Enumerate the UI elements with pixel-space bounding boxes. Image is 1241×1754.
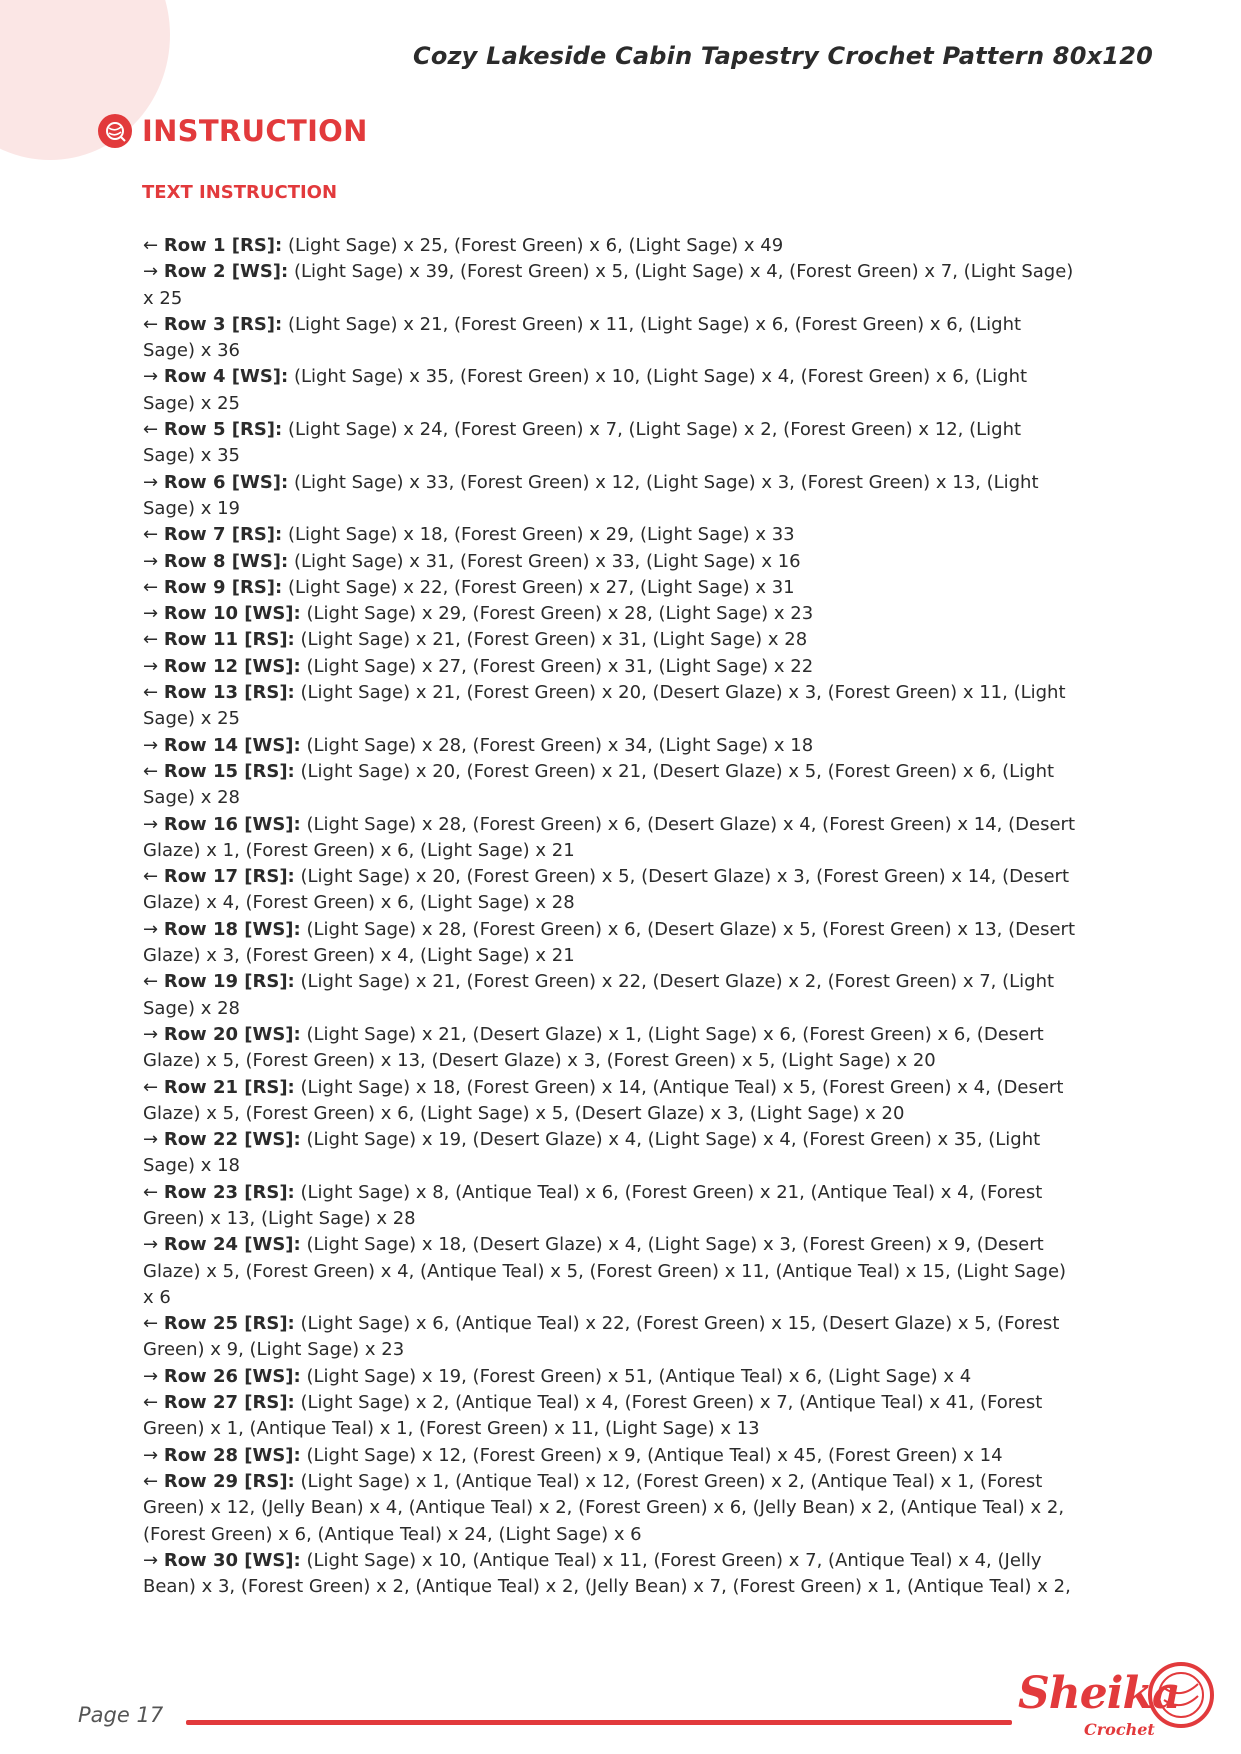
row-instruction bbox=[143, 259, 1078, 312]
row-instruction bbox=[143, 522, 1078, 548]
row-instruction bbox=[143, 969, 1078, 1022]
row-colors: (Light Sage) x 21, (Forest Green) x 31, (Light Sage) x 28 bbox=[294, 629, 808, 651]
arrow-right-icon: → bbox=[143, 918, 159, 940]
arrow-left-icon: ← bbox=[143, 419, 159, 441]
row-label: Row 1 [RS]: bbox=[163, 235, 283, 256]
arrow-left-icon: ← bbox=[143, 524, 159, 546]
arrow-left-icon: ← bbox=[143, 760, 159, 782]
row-instruction bbox=[143, 917, 1078, 970]
row-label: Row 23 [RS]: bbox=[163, 1181, 295, 1203]
row-label: Row 30 [WS]: bbox=[163, 1549, 301, 1571]
row-label: Row 17 [RS]: bbox=[163, 866, 295, 888]
yarn-badge-icon bbox=[1146, 1660, 1216, 1730]
arrow-left-icon: ← bbox=[143, 971, 159, 993]
arrow-right-icon: → bbox=[143, 1549, 159, 1571]
row-instruction bbox=[143, 1232, 1078, 1311]
arrow-right-icon: → bbox=[143, 1129, 159, 1151]
row-label: Row 18 [WS]: bbox=[163, 918, 301, 940]
row-instructions bbox=[143, 233, 1078, 1600]
row-label: Row 5 [RS]: bbox=[163, 419, 283, 441]
row-instruction bbox=[143, 601, 1078, 627]
row-instruction bbox=[143, 654, 1078, 680]
row-instruction bbox=[143, 1075, 1078, 1128]
arrow-left-icon: ← bbox=[143, 1470, 159, 1492]
arrow-left-icon: ← bbox=[143, 313, 159, 335]
row-colors: (Light Sage) x 21, (Forest Green) x 22, (Desert Glaze) x 2, (Forest Green) x 7, (Light Sage) x 28 bbox=[143, 971, 1055, 1019]
row-colors: (Light Sage) x 29, (Forest Green) x 28, (Light Sage) x 23 bbox=[300, 603, 814, 625]
row-instruction bbox=[143, 1548, 1078, 1601]
row-colors: (Light Sage) x 18, (Forest Green) x 14, (Antique Teal) x 5, (Forest Green) x 4, (Desert Glaze) x 5, (Forest Green) x 6, (Light Sage) x 5, (Desert Glaze) x 3, (Light Sage) x 20 bbox=[143, 1076, 1064, 1124]
row-colors: (Light Sage) x 20, (Forest Green) x 21, (Desert Glaze) x 5, (Forest Green) x 6, (Light Sage) x 28 bbox=[143, 760, 1055, 809]
row-instruction bbox=[143, 680, 1078, 733]
row-label: Row 13 [RS]: bbox=[163, 682, 295, 704]
arrow-left-icon: ← bbox=[143, 629, 159, 651]
row-colors: (Light Sage) x 21, (Forest Green) x 20, (Desert Glaze) x 3, (Forest Green) x 11, (Light Sage) x 25 bbox=[143, 682, 1066, 730]
row-colors: (Light Sage) x 25, (Forest Green) x 6, (Light Sage) x 49 bbox=[282, 235, 784, 256]
row-label: Row 20 [WS]: bbox=[163, 1023, 301, 1045]
yarn-ball-icon bbox=[98, 114, 132, 148]
row-colors: (Light Sage) x 35, (Forest Green) x 10, (Light Sage) x 4, (Forest Green) x 6, (Light Sage) x 25 bbox=[143, 366, 1028, 414]
row-label: Row 15 [RS]: bbox=[163, 760, 295, 782]
row-instruction bbox=[143, 1469, 1078, 1548]
arrow-right-icon: → bbox=[143, 1234, 159, 1256]
row-colors: (Light Sage) x 10, (Antique Teal) x 11, (Forest Green) x 7, (Antique Teal) x 4, (Jelly Bean) x 3, (Forest Green) x 2, (Antique Teal) x 2, (Jelly Bean) x 7, (Forest Green) x 1, (Antique Teal) x 2, bbox=[143, 1549, 1071, 1598]
row-label: Row 21 [RS]: bbox=[163, 1076, 295, 1098]
row-label: Row 7 [RS]: bbox=[163, 524, 283, 546]
arrow-right-icon: → bbox=[143, 261, 159, 283]
row-instruction bbox=[143, 733, 1078, 759]
row-colors: (Light Sage) x 2, (Antique Teal) x 4, (Forest Green) x 7, (Antique Teal) x 41, (Forest Green) x 1, (Antique Teal) x 1, (Forest Green) x 11, (Light Sage) x 13 bbox=[143, 1392, 1043, 1440]
row-label: Row 2 [WS]: bbox=[163, 261, 289, 283]
row-colors: (Light Sage) x 12, (Forest Green) x 9, (Antique Teal) x 45, (Forest Green) x 14 bbox=[300, 1444, 1003, 1466]
row-colors: (Light Sage) x 19, (Forest Green) x 51, (Antique Teal) x 6, (Light Sage) x 4 bbox=[300, 1365, 972, 1387]
arrow-right-icon: → bbox=[143, 366, 159, 388]
section-title: INSTRUCTION bbox=[142, 114, 368, 148]
row-colors: (Light Sage) x 21, (Desert Glaze) x 1, (Light Sage) x 6, (Forest Green) x 6, (Desert Glaze) x 5, (Forest Green) x 13, (Desert Glaze) x 3, (Forest Green) x 5, (Light Sage) x 20 bbox=[143, 1023, 1044, 1072]
row-instruction bbox=[143, 1311, 1078, 1364]
row-colors: (Light Sage) x 21, (Forest Green) x 11, (Light Sage) x 6, (Forest Green) x 6, (Light Sage) x 36 bbox=[143, 313, 1022, 362]
row-colors: (Light Sage) x 22, (Forest Green) x 27, (Light Sage) x 31 bbox=[282, 576, 795, 598]
row-colors: (Light Sage) x 19, (Desert Glaze) x 4, (Light Sage) x 4, (Forest Green) x 35, (Light Sage) x 18 bbox=[143, 1129, 1041, 1177]
row-label: Row 25 [RS]: bbox=[163, 1313, 295, 1335]
row-instruction bbox=[143, 1022, 1078, 1075]
row-label: Row 24 [WS]: bbox=[163, 1234, 301, 1256]
row-instruction bbox=[143, 864, 1078, 917]
row-label: Row 9 [RS]: bbox=[163, 576, 283, 598]
row-label: Row 26 [WS]: bbox=[163, 1365, 301, 1387]
row-instruction bbox=[143, 1127, 1078, 1180]
row-instruction bbox=[143, 1443, 1078, 1469]
row-label: Row 6 [WS]: bbox=[163, 471, 289, 493]
row-label: Row 29 [RS]: bbox=[163, 1470, 295, 1492]
row-label: Row 3 [RS]: bbox=[163, 313, 283, 335]
row-instruction bbox=[143, 233, 1078, 259]
row-instruction bbox=[143, 575, 1078, 601]
arrow-right-icon: → bbox=[143, 1365, 159, 1387]
arrow-right-icon: → bbox=[143, 1023, 159, 1045]
row-colors: (Light Sage) x 18, (Forest Green) x 29, (Light Sage) x 33 bbox=[282, 524, 795, 546]
arrow-right-icon: → bbox=[143, 550, 159, 572]
row-instruction bbox=[143, 364, 1078, 417]
brand-logo bbox=[1018, 1660, 1223, 1744]
section-header bbox=[98, 114, 368, 148]
row-instruction bbox=[143, 312, 1078, 365]
row-label: Row 22 [WS]: bbox=[163, 1129, 301, 1151]
arrow-left-icon: ← bbox=[143, 1392, 159, 1414]
row-colors: (Light Sage) x 18, (Desert Glaze) x 4, (Light Sage) x 3, (Forest Green) x 9, (Desert Glaze) x 5, (Forest Green) x 4, (Antique Teal) x 5, (Forest Green) x 11, (Antique Teal) x 15, (Light Sage) x 6 bbox=[143, 1234, 1067, 1308]
row-instruction bbox=[143, 417, 1078, 470]
row-instruction bbox=[143, 1390, 1078, 1443]
row-label: Row 12 [WS]: bbox=[163, 655, 301, 677]
row-colors: (Light Sage) x 31, (Forest Green) x 33, (Light Sage) x 16 bbox=[288, 550, 801, 572]
row-colors: (Light Sage) x 20, (Forest Green) x 5, (Desert Glaze) x 3, (Forest Green) x 14, (Desert Glaze) x 4, (Forest Green) x 6, (Light Sage) x 28 bbox=[143, 866, 1069, 914]
page-number: Page 17 bbox=[78, 1703, 164, 1727]
row-instruction bbox=[143, 549, 1078, 575]
arrow-left-icon: ← bbox=[143, 1181, 159, 1203]
arrow-right-icon: → bbox=[143, 1444, 159, 1466]
arrow-left-icon: ← bbox=[143, 1076, 159, 1098]
row-colors: (Light Sage) x 27, (Forest Green) x 31, (Light Sage) x 22 bbox=[300, 655, 814, 677]
arrow-right-icon: → bbox=[143, 603, 159, 625]
arrow-left-icon: ← bbox=[143, 235, 159, 256]
row-label: Row 11 [RS]: bbox=[163, 629, 295, 651]
row-colors: (Light Sage) x 33, (Forest Green) x 12, (Light Sage) x 3, (Forest Green) x 13, (Light Sage) x 19 bbox=[143, 471, 1039, 519]
row-colors: (Light Sage) x 28, (Forest Green) x 34, (Light Sage) x 18 bbox=[300, 734, 814, 756]
subsection-title: TEXT INSTRUCTION bbox=[142, 182, 338, 203]
row-instruction bbox=[143, 1180, 1078, 1233]
row-instruction bbox=[143, 1364, 1078, 1390]
row-instruction bbox=[143, 759, 1078, 812]
row-colors: (Light Sage) x 28, (Forest Green) x 6, (Desert Glaze) x 4, (Forest Green) x 14, (Desert Glaze) x 1, (Forest Green) x 6, (Light Sage) x 21 bbox=[143, 813, 1075, 861]
footer-divider bbox=[186, 1720, 1012, 1725]
row-colors: (Light Sage) x 39, (Forest Green) x 5, (Light Sage) x 4, (Forest Green) x 7, (Light Sage) x 25 bbox=[143, 261, 1074, 309]
arrow-left-icon: ← bbox=[143, 682, 159, 704]
row-label: Row 16 [WS]: bbox=[163, 813, 301, 835]
document-title: Cozy Lakeside Cabin Tapestry Crochet Pattern 80x120 bbox=[413, 42, 1153, 70]
arrow-right-icon: → bbox=[143, 734, 159, 756]
row-label: Row 27 [RS]: bbox=[163, 1392, 295, 1414]
row-label: Row 4 [WS]: bbox=[163, 366, 289, 388]
row-colors: (Light Sage) x 1, (Antique Teal) x 12, (Forest Green) x 2, (Antique Teal) x 1, (Forest Green) x 12, (Jelly Bean) x 4, (Antique Teal) x 2, (Forest Green) x 6, (Jelly Bean) x 2, (Antique Teal) x 2, (Forest Green) x 6, (Antique Teal) x 24, (Light Sage) x 6 bbox=[143, 1470, 1065, 1545]
arrow-left-icon: ← bbox=[143, 1313, 159, 1335]
row-instruction bbox=[143, 470, 1078, 523]
row-colors: (Light Sage) x 8, (Antique Teal) x 6, (Forest Green) x 21, (Antique Teal) x 4, (Forest Green) x 13, (Light Sage) x 28 bbox=[143, 1181, 1043, 1229]
row-instruction bbox=[143, 812, 1078, 865]
brand-tagline: Crochet bbox=[1084, 1720, 1155, 1739]
arrow-left-icon: ← bbox=[143, 866, 159, 888]
arrow-left-icon: ← bbox=[143, 576, 159, 598]
row-colors: (Light Sage) x 24, (Forest Green) x 7, (Light Sage) x 2, (Forest Green) x 12, (Light Sage) x 35 bbox=[143, 419, 1022, 467]
row-label: Row 8 [WS]: bbox=[163, 550, 289, 572]
row-label: Row 14 [WS]: bbox=[163, 734, 301, 756]
row-colors: (Light Sage) x 28, (Forest Green) x 6, (Desert Glaze) x 5, (Forest Green) x 13, (Desert Glaze) x 3, (Forest Green) x 4, (Light Sage) x 21 bbox=[143, 918, 1075, 967]
arrow-right-icon: → bbox=[143, 471, 159, 493]
row-label: Row 28 [WS]: bbox=[163, 1444, 301, 1466]
brand-name: Sheika bbox=[1018, 1668, 1180, 1719]
row-label: Row 10 [WS]: bbox=[163, 603, 301, 625]
row-instruction bbox=[143, 627, 1078, 653]
arrow-right-icon: → bbox=[143, 813, 159, 835]
row-colors: (Light Sage) x 6, (Antique Teal) x 22, (Forest Green) x 15, (Desert Glaze) x 5, (Forest Green) x 9, (Light Sage) x 23 bbox=[143, 1313, 1060, 1361]
row-label: Row 19 [RS]: bbox=[163, 971, 295, 993]
arrow-right-icon: → bbox=[143, 655, 159, 677]
